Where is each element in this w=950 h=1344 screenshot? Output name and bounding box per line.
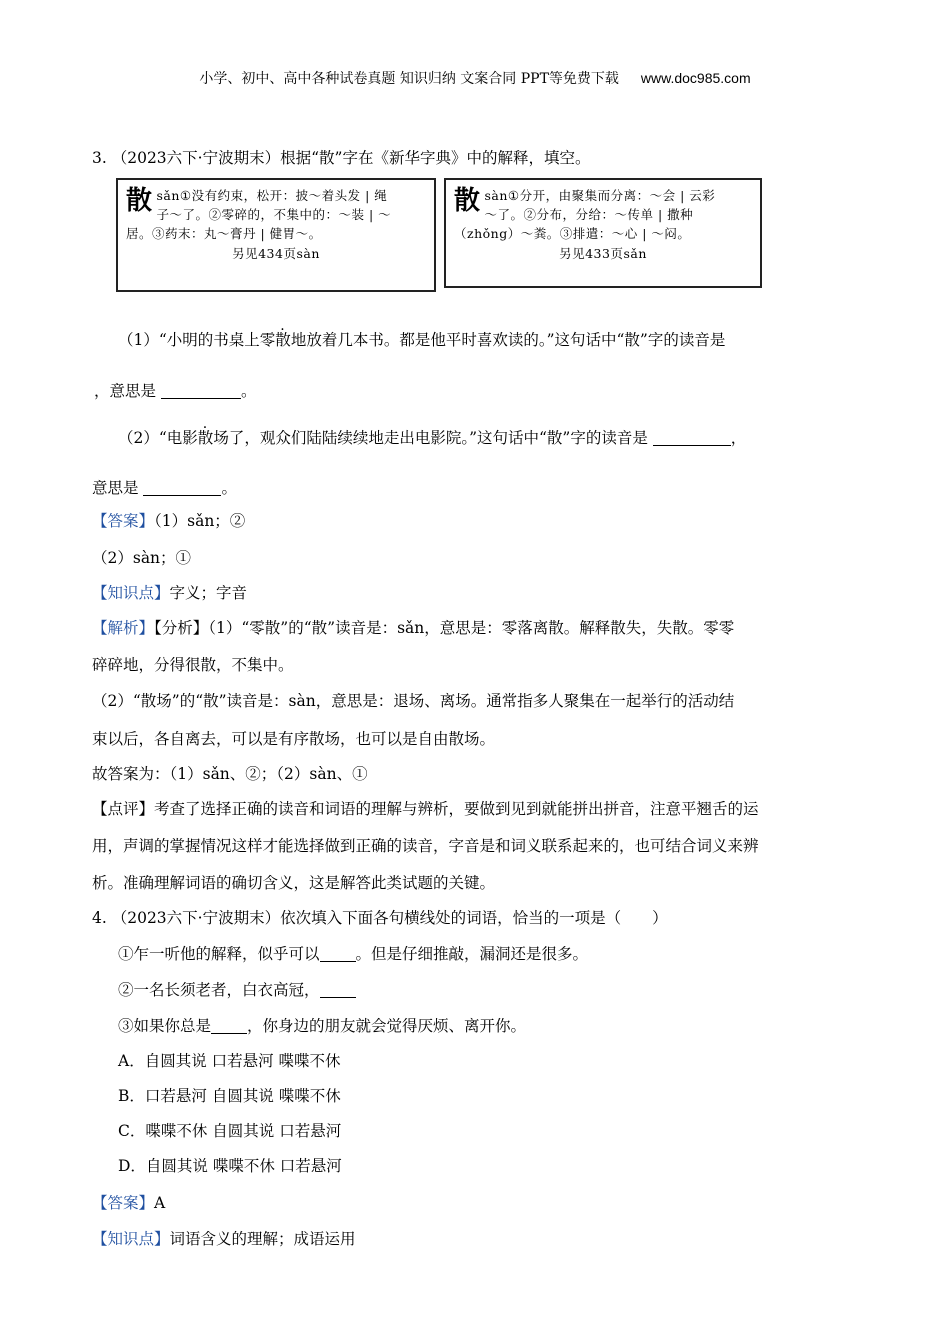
dictionary-entry-san3 — [116, 178, 436, 292]
sub1-meaning-label: ，意思是 — [94, 382, 157, 400]
dict-left-line1: sǎn①没有约束，松开：披～着头发 | 绳 — [156, 188, 388, 203]
q3-analysis-4: 束以后，各自离去，可以是有序散场，也可以是自由散场。 — [92, 730, 496, 748]
blank-sub1-meaning[interactable] — [161, 382, 241, 399]
q4-sentence-3 — [118, 1016, 526, 1036]
q4-option-c[interactable]: C．喋喋不休 自圆其说 口若悬河 — [118, 1122, 342, 1140]
q3-sub1 — [118, 330, 725, 350]
sub2-comma: ， — [730, 429, 747, 447]
blank-s1[interactable] — [320, 945, 356, 962]
dict-head-right: 散 — [454, 186, 481, 216]
q4-option-d[interactable]: D．自圆其说 喋喋不休 口若悬河 — [118, 1157, 342, 1175]
dict-left-line3: 居。③药末：丸～膏丹 | 健胃～。 — [126, 226, 322, 241]
sub1-text-b: 地放着几本书。都是他平时喜欢读的。”这句话中“散”字的读音是 — [290, 331, 726, 349]
q3-sub2 — [118, 428, 746, 448]
q3-analysis-1 — [92, 618, 734, 638]
s2-text-a: ②一名长须老者，白衣高冠， — [118, 981, 320, 999]
q3-analysis-3: （2）“散场”的“散”读音是：sàn，意思是：退场、离场。通常指多人聚集在一起举行的活动结 — [92, 692, 735, 710]
q4-sentence-2 — [118, 980, 356, 1000]
blank-sub2-meaning[interactable] — [143, 479, 221, 496]
answer-tag: 【答案】 — [92, 512, 155, 530]
s1-text-a: ①乍一听他的解释，似乎可以 — [118, 945, 320, 963]
dict-left-see-also: 另见434页sàn — [232, 246, 320, 261]
sub2-meaning-label: 意思是 — [92, 479, 139, 497]
q4-answer — [92, 1193, 165, 1213]
kp-text: 字义；字音 — [169, 584, 248, 602]
q3-title: 3. （2023六下·宁波期末）根据“散”字在《新华字典》中的解释，填空。 — [92, 149, 591, 167]
kp-tag: 【知识点】 — [92, 584, 170, 602]
q3-answer — [92, 511, 245, 531]
sub2-text-a: （2）“电影 — [118, 429, 198, 447]
q4-knowledge-point — [92, 1229, 356, 1249]
q4-answer-tag: 【答案】 — [92, 1194, 155, 1212]
s3-text-a: ③如果你总是 — [118, 1017, 212, 1035]
q4-option-a[interactable]: A．自圆其说 口若悬河 喋喋不休 — [118, 1052, 341, 1070]
dict-left-line2: 子～了。②零碎的，不集中的：～装 | ～ — [156, 207, 392, 222]
q3-comment-2: 用，声调的掌握情况这样才能选择做到正确的读音，字音是和词义联系起来的，也可结合词义来辨 — [92, 837, 759, 855]
q4-kp-tag: 【知识点】 — [92, 1230, 170, 1248]
sub1-text-a: （1）“小明的书桌上零 — [118, 331, 276, 349]
dict-right-line2: ～了。②分布，分给：～传单 | 撒种 — [484, 207, 694, 222]
sub2-text-b: 场了，观众们陆陆续续地走出电影院。”这句话中“散”字的读音是 — [213, 429, 648, 447]
q4-kp-text: 词语含义的理解；成语运用 — [169, 1230, 356, 1248]
q4-option-b[interactable]: B．口若悬河 自圆其说 喋喋不休 — [118, 1087, 341, 1105]
q3-knowledge-point — [92, 583, 247, 603]
q3-analysis-5: 故答案为：（1）sǎn、②；（2）sàn、① — [92, 765, 368, 783]
answer-1: （1）sǎn；② — [154, 512, 246, 530]
analysis-line1: 【分析】（1）“零散”的“散”读音是：sǎn，意思是：零落离散。解释散失，失散。零零 — [154, 619, 735, 637]
q3-comment-1: 【点评】考查了选择正确的读音和词语的理解与辨析，要做到见到就能拼出拼音，注意平翘舌的运 — [92, 800, 759, 818]
sub1-end: 。 — [240, 382, 257, 400]
sub2-end: 。 — [221, 479, 237, 497]
q3-answer-2: （2）sàn；① — [92, 549, 192, 567]
dict-right-see-also: 另见433页sǎn — [559, 246, 647, 261]
sub2-dotted-char: 散 — [197, 429, 214, 447]
q3-sub1-cont — [94, 381, 256, 401]
q3-analysis-2: 碎碎地，分得很散，不集中。 — [92, 656, 294, 674]
s3-text-b: ，你身边的朋友就会觉得厌烦、离开你。 — [247, 1017, 527, 1035]
header-text: 小学、初中、高中各种试卷真题 知识归纳 文案合同 PPT等免费下载 — [199, 71, 619, 87]
q4-answer-text: A — [154, 1194, 166, 1212]
q4-title: 4. （2023六下·宁波期末）依次填入下面各句横线处的词语，恰当的一项是（ ） — [92, 909, 668, 927]
dict-right-line3: （zhǒng）～粪。③排遣：～心 | ～闷。 — [454, 226, 691, 241]
q3-comment-3: 析。准确理解词语的确切含义，这是解答此类试题的关键。 — [92, 874, 496, 892]
sub1-dotted-char: 散 — [275, 331, 291, 349]
blank-s3[interactable] — [211, 1017, 247, 1034]
s1-text-b: 。但是仔细推敲，漏洞还是很多。 — [355, 945, 589, 963]
q4-sentence-1 — [118, 944, 588, 964]
blank-sub2-reading[interactable] — [653, 429, 731, 446]
dictionary-entry-san4 — [444, 178, 762, 288]
analysis-tag: 【解析】 — [92, 619, 155, 637]
blank-s2[interactable] — [320, 981, 356, 998]
dict-right-line1: sàn①分开，由聚集而分离：～会 | 云彩 — [484, 188, 716, 203]
header-url[interactable]: www.doc985.com — [640, 70, 751, 86]
dict-head-left: 散 — [126, 186, 153, 216]
page-header — [0, 68, 950, 88]
q3-sub2-cont — [92, 478, 237, 498]
